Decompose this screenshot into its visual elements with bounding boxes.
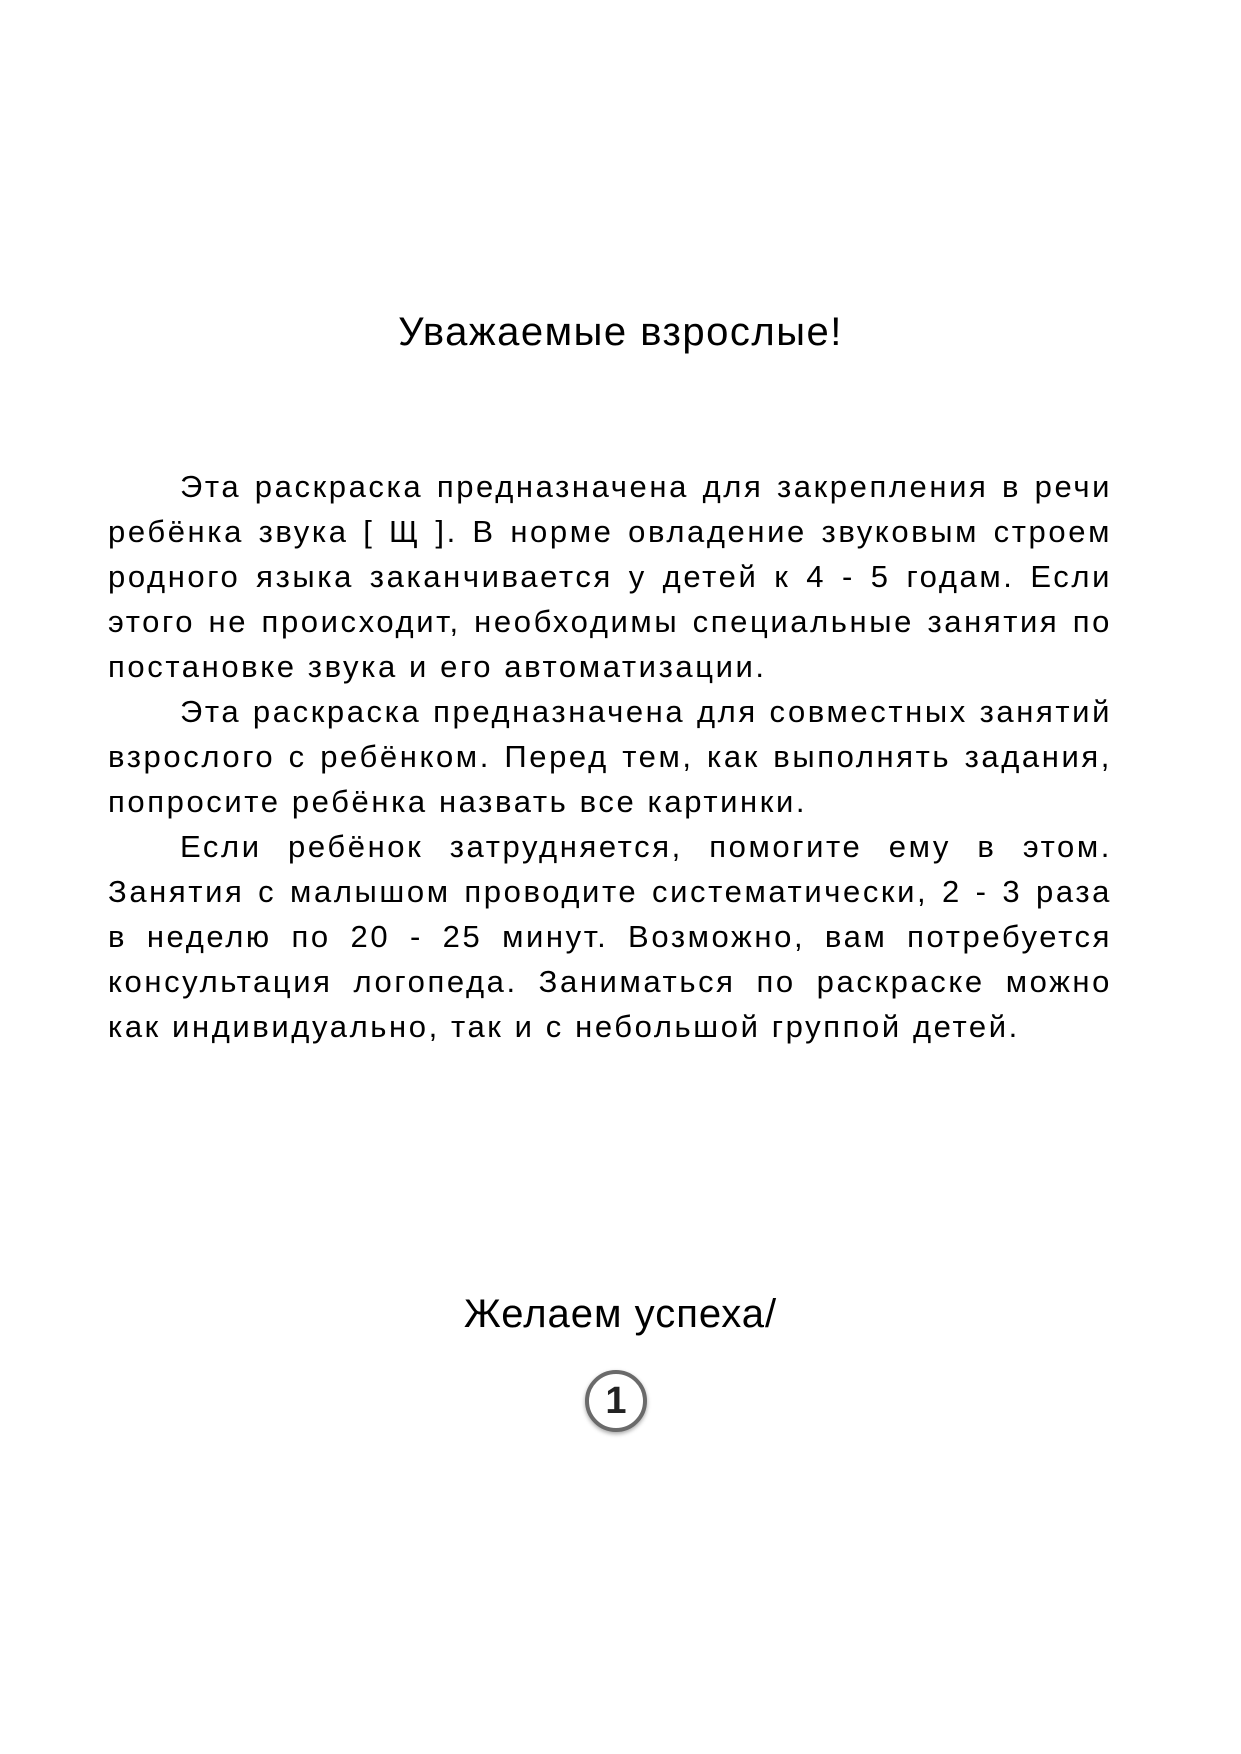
closing-line: Желаем успеха/ [463,1292,778,1336]
page-number: 1 [605,1379,627,1422]
paragraph: Если ребёнок затрудняется, помогите ему в этом. Занятия с малышом проводите систематически, 2 - 3 раза в неделю по 20 - 25 минут. Возможно, вам потребуется консультация логопеда. Заниматься по раскраске можно как индивидуально, так и с небольшой группой детей. [108,829,1112,1044]
paragraph: Эта раскраска предназначена для закрепления в речи ребёнка звука [ Щ ]. В норме овладение звуковым строем родного языка заканчивается у детей к 4 - 5 годам. Если этого не происходит, необходимы специальные занятия по постановке звука и его автоматизации. [108,469,1112,684]
page-title: Уважаемые взрослые! [398,310,843,354]
body-text [108,464,1112,1049]
paragraph: Эта раскраска предназначена для совместных занятий взрослого с ребёнком. Перед тем, как выполнять задания, попросите ребёнка назвать все картинки. [108,694,1112,819]
page-number-badge [585,1370,647,1432]
